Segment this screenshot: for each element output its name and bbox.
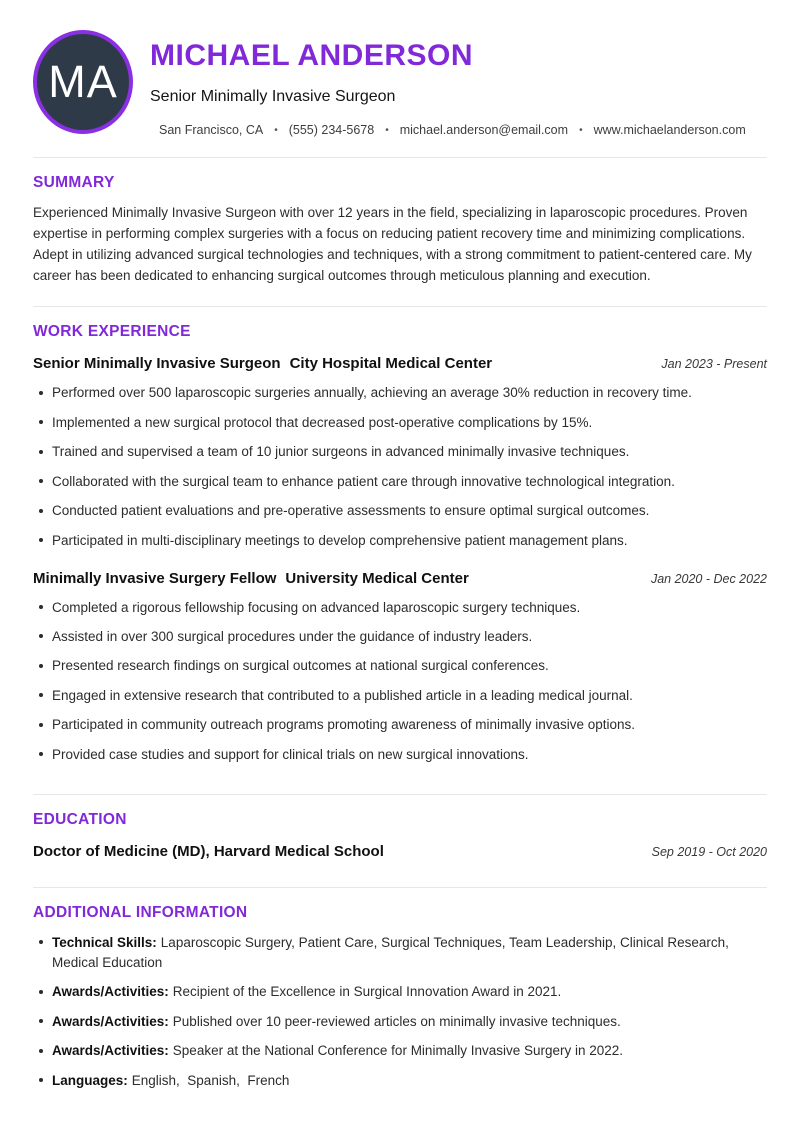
- section-divider: [33, 887, 767, 888]
- contact-website: www.michaelanderson.com: [593, 123, 746, 137]
- additional-information-heading: ADDITIONAL INFORMATION: [33, 903, 248, 921]
- contact-line: [150, 123, 767, 137]
- avatar-initials: MA: [48, 56, 118, 107]
- work-experience-section: [33, 323, 767, 765]
- info-label: Awards/Activities:: [52, 984, 169, 1000]
- job-bullet: Trained and supervised a team of 10 junior surgeons in advanced minimally invasive techniques.: [33, 442, 767, 462]
- education-degree: Doctor of Medicine (MD), Harvard Medical School: [33, 842, 384, 860]
- job-bullet-list: [33, 598, 767, 765]
- info-text: English, Spanish, French: [131, 1072, 290, 1088]
- job-bullet: Assisted in over 300 surgical procedures under the guidance of industry leaders.: [33, 627, 767, 647]
- job-entry: [33, 355, 767, 550]
- contact-phone: (555) 234-5678: [288, 123, 375, 137]
- job-title: [33, 570, 469, 587]
- job-company: City Hospital Medical Center: [289, 355, 493, 373]
- job-bullet: Implemented a new surgical protocol that decreased post-operative complications by 15%.: [33, 413, 767, 433]
- education-entry: [33, 843, 767, 860]
- section-divider: [33, 794, 767, 795]
- job-header: [33, 355, 767, 372]
- additional-info-list: [33, 933, 767, 1091]
- job-title: [33, 355, 492, 372]
- additional-info-item: [33, 1041, 767, 1061]
- summary-heading: SUMMARY: [33, 174, 115, 191]
- job-bullet: Performed over 500 laparoscopic surgeries annually, achieving an average 30% reduction in recovery time.: [33, 383, 767, 403]
- job-entry: [33, 570, 767, 765]
- job-bullet-list: [33, 383, 767, 550]
- section-divider: [33, 306, 767, 307]
- info-label: Languages:: [52, 1072, 128, 1088]
- additional-information-section: [33, 904, 767, 1091]
- job-bullet: Engaged in extensive research that contributed to a published article in a leading medical journal.: [33, 686, 767, 706]
- job-bullet: Presented research findings on surgical outcomes at national surgical conferences.: [33, 656, 767, 676]
- info-text: Recipient of the Excellence in Surgical Innovation Award in 2021.: [172, 984, 562, 1000]
- education-heading: EDUCATION: [33, 810, 127, 828]
- avatar: [33, 30, 133, 134]
- work-experience-heading: WORK EXPERIENCE: [33, 323, 191, 341]
- summary-text: Experienced Minimally Invasive Surgeon with over 12 years in the field, specializing in laparoscopic procedures. Proven expertise in performing complex surgeries with a focus on reducing patient recovery time and minimizing complications. Adept in utilizing advanced surgical technologies and techniques, with a strong commitment to patient-centered care. My career has been dedicated to enhancing surgical outcomes through meticulous planning and execution.: [33, 205, 752, 284]
- job-dates: Jan 2023 - Present: [661, 357, 767, 372]
- job-bullet: Provided case studies and support for clinical trials on new surgical innovations.: [33, 745, 767, 765]
- education-dates: Sep 2019 - Oct 2020: [651, 844, 767, 859]
- dot-separator-icon: •: [385, 125, 389, 136]
- section-divider: [33, 157, 767, 158]
- contact-email: michael.anderson@email.com: [399, 123, 569, 137]
- job-bullet: Collaborated with the surgical team to enhance patient care through innovative technological integration.: [33, 472, 767, 492]
- job-bullet: Conducted patient evaluations and pre-operative assessments to ensure optimal surgical outcomes.: [33, 501, 767, 521]
- info-text: Speaker at the National Conference for Minimally Invasive Surgery in 2022.: [172, 1043, 624, 1059]
- additional-info-item: [33, 1012, 767, 1032]
- job-bullet: Completed a rigorous fellowship focusing on advanced laparoscopic surgery techniques.: [33, 598, 767, 618]
- additional-info-item: [33, 933, 767, 973]
- job-header: [33, 570, 767, 587]
- dot-separator-icon: •: [274, 125, 278, 136]
- info-label: Awards/Activities:: [52, 1043, 169, 1059]
- info-label: Technical Skills:: [52, 934, 157, 950]
- dot-separator-icon: •: [579, 125, 583, 136]
- education-section: [33, 811, 767, 860]
- job-role: Senior Minimally Invasive Surgeon: [33, 355, 281, 373]
- header-identity: [150, 30, 767, 137]
- info-label: Awards/Activities:: [52, 1013, 169, 1029]
- info-text: Laparoscopic Surgery, Patient Care, Surgical Techniques, Team Leadership, Clinical Research, Medical Education: [52, 934, 733, 970]
- job-company: University Medical Center: [285, 569, 469, 587]
- job-bullet: Participated in community outreach programs promoting awareness of minimally invasive options.: [33, 715, 767, 735]
- contact-location: San Francisco, CA: [159, 123, 264, 137]
- job-role: Minimally Invasive Surgery Fellow: [33, 569, 277, 587]
- additional-info-item: [33, 1071, 767, 1091]
- resume-header: [33, 30, 767, 137]
- additional-info-item: [33, 982, 767, 1002]
- candidate-headline: Senior Minimally Invasive Surgeon: [150, 88, 396, 105]
- summary-section: [33, 174, 767, 286]
- info-text: Published over 10 peer-reviewed articles on minimally invasive techniques.: [172, 1013, 621, 1029]
- job-dates: Jan 2020 - Dec 2022: [650, 571, 767, 586]
- candidate-name: MICHAEL ANDERSON: [150, 39, 474, 72]
- job-bullet: Participated in multi-disciplinary meetings to develop comprehensive patient management plans.: [33, 531, 767, 551]
